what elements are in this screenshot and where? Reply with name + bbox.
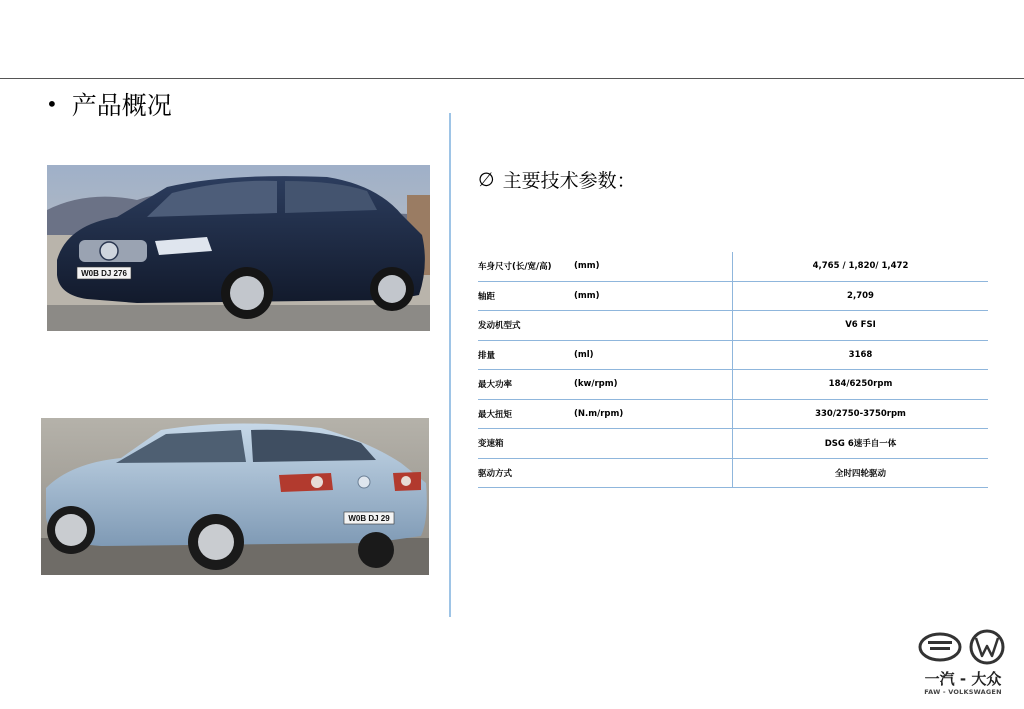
spec-unit	[574, 311, 733, 341]
spec-row	[478, 340, 988, 370]
spec-unit: (mm)	[574, 252, 733, 281]
spec-value: 全时四轮驱动	[733, 458, 989, 488]
spec-value: 184/6250rpm	[733, 370, 989, 400]
spec-name: 发动机型式	[478, 311, 574, 341]
specs-heading	[478, 166, 636, 193]
spec-unit: (mm)	[574, 281, 733, 311]
spec-unit: (N.m/rpm)	[574, 399, 733, 429]
slide-title-text: 产品概况	[71, 91, 172, 120]
slide-title	[46, 86, 172, 122]
spec-name: 最大扭矩	[478, 399, 574, 429]
bullet-icon: •	[46, 92, 58, 116]
spec-row	[478, 399, 988, 429]
spec-name: 驱动方式	[478, 458, 574, 488]
spec-value: DSG 6速手自一体	[733, 429, 989, 459]
car-front-photo	[47, 165, 430, 331]
spec-row	[478, 458, 988, 488]
spec-value: 2,709	[733, 281, 989, 311]
spec-row	[478, 281, 988, 311]
spec-table	[478, 252, 988, 488]
vertical-divider	[449, 113, 451, 617]
spec-name: 排量	[478, 340, 574, 370]
spec-name: 轴距	[478, 281, 574, 311]
spec-value: 3168	[733, 340, 989, 370]
spec-name: 车身尺寸(长/宽/高)	[478, 252, 574, 281]
spec-value: 4,765 / 1,820/ 1,472	[733, 252, 989, 281]
spec-name: 最大功率	[478, 370, 574, 400]
front-plate-text: W0B DJ 276	[81, 269, 127, 278]
logo-brand-text: 一汽 - 大众	[924, 670, 1002, 688]
header-rule	[0, 78, 1024, 79]
spec-row	[478, 311, 988, 341]
spec-value: 330/2750-3750rpm	[733, 399, 989, 429]
spec-row	[478, 370, 988, 400]
spec-unit: (ml)	[574, 340, 733, 370]
spec-row	[478, 429, 988, 459]
faw-vw-logo	[918, 628, 1008, 700]
empty-set-bullet-icon: ∅	[478, 168, 495, 191]
spec-unit	[574, 458, 733, 488]
spec-unit	[574, 429, 733, 459]
spec-value: V6 FSI	[733, 311, 989, 341]
specs-heading-text: 主要技术参数：	[502, 170, 636, 192]
spec-name: 变速箱	[478, 429, 574, 459]
spec-unit: (kw/rpm)	[574, 370, 733, 400]
car-rear-photo	[41, 418, 429, 575]
spec-row	[478, 252, 988, 281]
logo-sub-text: FAW - VOLKSWAGEN	[924, 688, 1002, 696]
rear-plate-text: W0B DJ 29	[348, 514, 390, 523]
